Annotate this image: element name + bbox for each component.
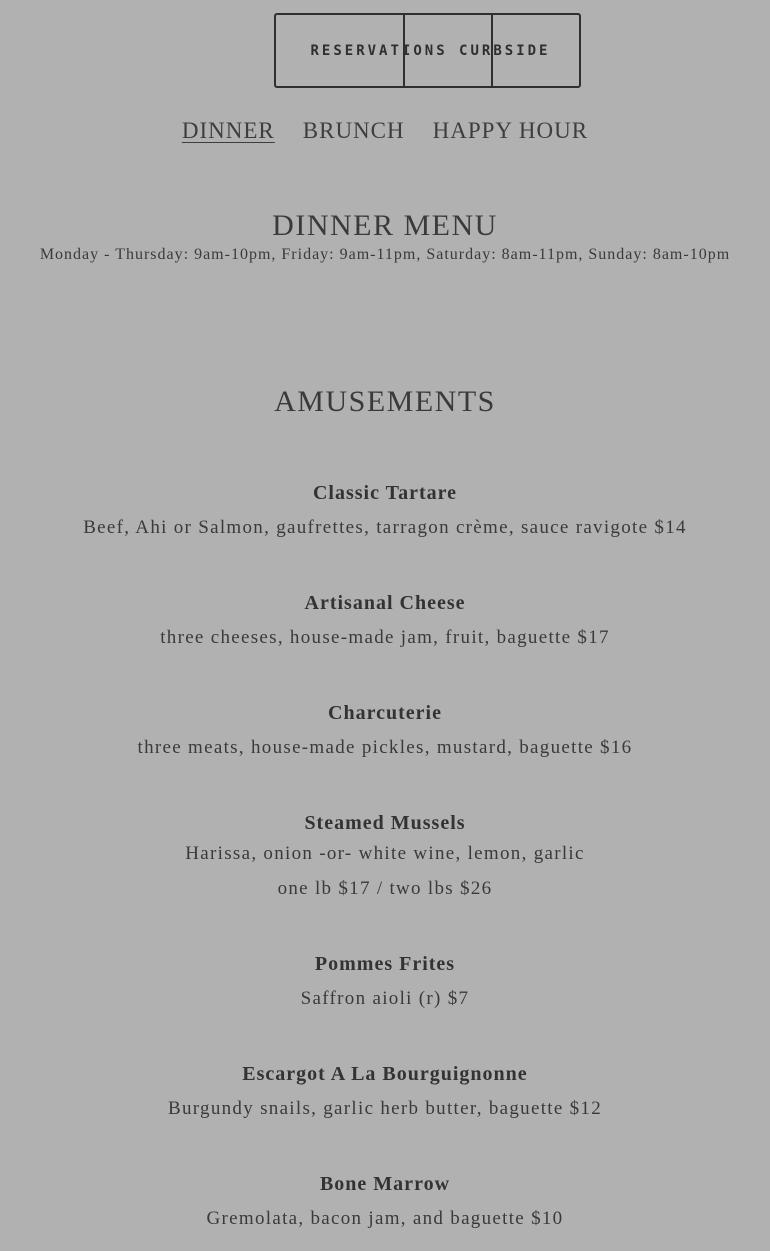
tab-brunch[interactable]: BRUNCH [302, 118, 405, 143]
menu-item-name: Charcuterie [328, 702, 442, 724]
menu-item-name: Classic Tartare [312, 482, 458, 504]
reservations-curbside-label[interactable]: RESERVATIONS CURBSIDE [310, 42, 551, 59]
menu-tabs [0, 118, 770, 144]
tab-happy-hour[interactable]: HAPPY HOUR [432, 118, 589, 143]
menu-item-description: Gremolata, bacon jam, and baguette $10 [206, 1208, 564, 1229]
section-title: AMUSEMENTS [274, 385, 496, 418]
menu-item-description: Harissa, onion -or- white wine, lemon, garlic [185, 843, 585, 864]
page-title: DINNER MENU [272, 209, 498, 242]
menu-item-description: Beef, Ahi or Salmon, gaufrettes, tarragon crème, sauce ravigote $14 [83, 517, 687, 538]
reservations-curbside-button-group[interactable] [274, 13, 581, 88]
opening-hours: Monday - Thursday: 9am-10pm, Friday: 9am-11pm, Saturday: 8am-11pm, Sunday: 8am-10pm [39, 246, 731, 263]
menu-item-description: three cheeses, house-made jam, fruit, baguette $17 [160, 627, 610, 648]
menu-item-name: Pommes Frites [314, 953, 456, 975]
menu-item-name: Artisanal Cheese [304, 592, 466, 614]
menu-item-description: Saffron aioli (r) $7 [300, 988, 470, 1009]
menu-item-price: one lb $17 / two lbs $26 [277, 878, 493, 899]
menu-item-description: Burgundy snails, garlic herb butter, baguette $12 [167, 1098, 603, 1119]
menu-item-name: Escargot A La Bourguignonne [242, 1063, 528, 1085]
menu-item-description: three meats, house-made pickles, mustard, baguette $16 [137, 737, 633, 758]
menu-item-name: Bone Marrow [319, 1173, 451, 1195]
menu-item-name: Steamed Mussels [304, 812, 466, 834]
reservations-curbside-label-row[interactable] [276, 15, 579, 86]
tab-dinner[interactable]: DINNER [181, 118, 275, 143]
